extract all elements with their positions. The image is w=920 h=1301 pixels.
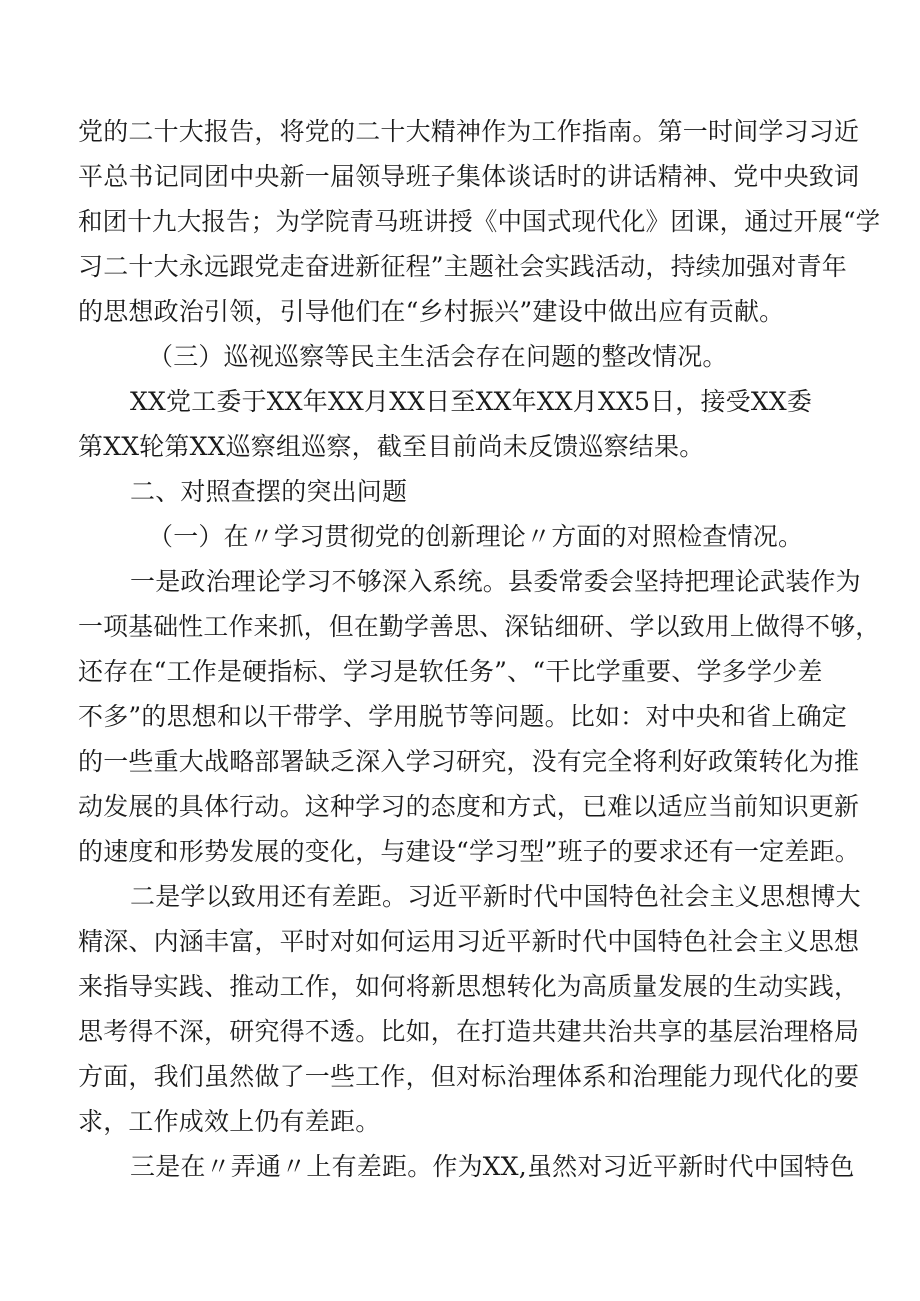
paragraph-line-19: 精深、内涵丰富，平时对如何运用习近平新时代中国特色社会主义思想	[78, 927, 860, 956]
paragraph-line-8: 第XX轮第XX巡察组巡察，截至目前尚未反馈巡察结果。	[78, 432, 705, 461]
paragraph-line-18: 二是学以致用还有差距。习近平新时代中国特色社会主义思想博大	[130, 882, 861, 911]
paragraph-line-20: 来指导实践、推动工作，如何将新思想转化为高质量发展的生动实践，	[78, 972, 860, 1001]
paragraph-line-17: 的速度和形势发展的变化，与建设“学习型”班子的要求还有一定差距。	[78, 837, 860, 866]
section-heading-inspection: （三）巡视巡察等民主生活会存在问题的整改情况。	[148, 342, 728, 371]
paragraph-line-23: 求，工作成效上仍有差距。	[78, 1107, 381, 1136]
paragraph-line-21: 思考得不深，研究得不透。比如，在打造共建共治共享的基层治理格局	[78, 1017, 860, 1046]
paragraph-line-22: 方面，我们虽然做了一些工作，但对标治理体系和治理能力现代化的要	[78, 1062, 860, 1091]
paragraph-line-24: 三是在〃弄通〃上有差距。作为XX,虽然对习近平新时代中国特色	[130, 1152, 855, 1181]
paragraph-line-4: 习二十大永远跟党走奋进新征程”主题社会实践活动，持续加强对青年	[78, 252, 847, 281]
paragraph-line-3: 和团十九大报告；为学院青马班讲授《中国式现代化》团课，通过开展“学	[78, 207, 881, 236]
paragraph-line-7: XX党工委于XX年XX月XX日至XX年XX月XX5日，接受XX委	[130, 387, 813, 416]
section-heading-problems: 二、对照查摆的突出问题	[130, 477, 408, 506]
paragraph-line-5: 的思想政治引领，引导他们在“乡村振兴”建设中做出应有贡献。	[78, 297, 785, 326]
paragraph-line-2: 平总书记同团中央新一届领导班子集体谈话时的讲话精神、党中央致词	[78, 162, 860, 191]
paragraph-line-15: 的一些重大战略部署缺乏深入学习研究，没有完全将利好政策转化为推	[78, 747, 860, 776]
paragraph-line-1: 党的二十大报告，将党的二十大精神作为工作指南。第一时间学习习近	[78, 117, 860, 146]
paragraph-line-16: 动发展的具体行动。这种学习的态度和方式，已难以适应当前知识更新	[78, 792, 860, 821]
paragraph-line-12: 一项基础性工作来抓，但在勤学善思、深钻细研、学以致用上做得不够，	[78, 612, 881, 641]
paragraph-line-13: 还存在“工作是硬指标、学习是软任务”、“干比学重要、学多学少差	[78, 657, 823, 686]
subsection-heading-theory: （一）在〃学习贯彻党的创新理论〃方面的对照检查情况。	[148, 522, 804, 551]
paragraph-line-11: 一是政治理论学习不够深入系统。县委常委会坚持把理论武装作为	[130, 567, 861, 596]
paragraph-line-14: 不多”的思想和以干带学、学用脱节等问题。比如：对中央和省上确定	[78, 702, 847, 731]
